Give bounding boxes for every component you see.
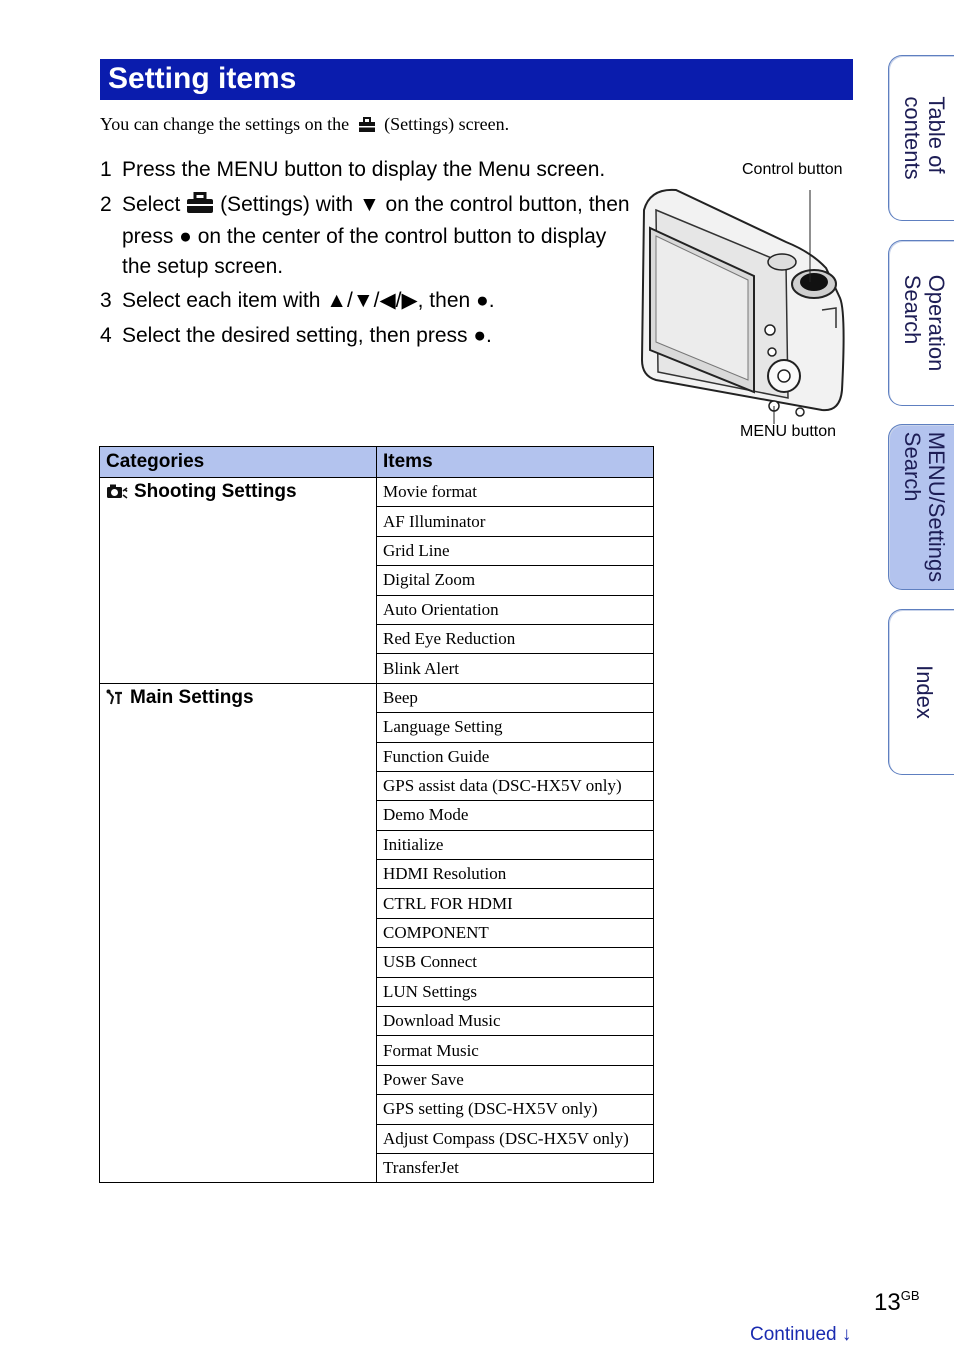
tab-label-line2: Search: [900, 274, 925, 345]
tab-label-line1: Table of: [924, 96, 949, 174]
step-number: 4: [100, 323, 112, 347]
tab-label: [912, 665, 936, 719]
tab-index[interactable]: [888, 609, 954, 775]
item-cell: USB Connect: [377, 948, 654, 977]
tab-label-line1: MENU/Settings: [924, 431, 949, 583]
item-cell: GPS assist data (DSC-HX5V only): [377, 771, 654, 800]
item-cell: Demo Mode: [377, 801, 654, 830]
item-cell: Power Save: [377, 1065, 654, 1094]
item-cell: CTRL FOR HDMI: [377, 889, 654, 918]
item-cell: Digital Zoom: [377, 566, 654, 595]
category-label: Shooting Settings: [134, 481, 297, 502]
header-items: Items: [377, 447, 654, 478]
tab-label: [900, 432, 948, 582]
item-cell: Function Guide: [377, 742, 654, 771]
table-row: [100, 478, 654, 507]
item-cell: Movie format: [377, 478, 654, 507]
step-text: Select each item with ▲/▼/◀/▶, then ●.: [122, 289, 495, 312]
item-cell: Auto Orientation: [377, 595, 654, 624]
item-cell: GPS setting (DSC-HX5V only): [377, 1095, 654, 1124]
item-cell: Format Music: [377, 1036, 654, 1065]
continued-link[interactable]: Continued ↓: [750, 1324, 852, 1345]
item-cell: Adjust Compass (DSC-HX5V only): [377, 1124, 654, 1153]
step-list: [100, 155, 630, 355]
toolbox-icon: [186, 192, 214, 223]
tab-label-line1: Operation: [924, 274, 949, 372]
step-3: [100, 286, 630, 316]
page-number-value: 13: [874, 1289, 901, 1316]
menu-button-label: MENU button: [740, 423, 837, 440]
item-cell: AF Illuminator: [377, 507, 654, 536]
page-title: Setting items: [100, 59, 853, 100]
step-number: 1: [100, 158, 112, 181]
tab-label: [900, 96, 948, 179]
category-main-settings: [100, 683, 377, 1183]
intro-before: You can change the settings on the: [100, 114, 350, 134]
step-text: Press the MENU button to display the Menu screen.: [122, 158, 606, 181]
table-header-row: [100, 447, 654, 478]
item-cell: HDMI Resolution: [377, 860, 654, 889]
item-cell: COMPONENT: [377, 918, 654, 947]
item-cell: Language Setting: [377, 713, 654, 742]
step-text-before: Select: [122, 192, 181, 216]
item-cell: Red Eye Reduction: [377, 624, 654, 653]
tab-label-line1: Index: [912, 665, 937, 719]
settings-table: [99, 446, 654, 1183]
step-4: [100, 321, 630, 351]
intro-text: [100, 114, 509, 138]
camera-settings-icon: [106, 483, 128, 505]
step-number: 2: [100, 192, 112, 216]
tab-table-of-contents[interactable]: [888, 55, 954, 221]
item-cell: Beep: [377, 683, 654, 712]
tab-label-line2: Search: [900, 431, 925, 502]
category-label: Main Settings: [130, 686, 254, 708]
category-shooting-settings: [100, 478, 377, 684]
item-cell: Blink Alert: [377, 654, 654, 683]
tools-icon: [106, 689, 124, 711]
intro-after: (Settings) screen.: [384, 114, 510, 134]
toolbox-icon: [358, 117, 376, 138]
tab-operation-search[interactable]: [888, 240, 954, 406]
item-cell: LUN Settings: [377, 977, 654, 1006]
item-cell: Download Music: [377, 1007, 654, 1036]
tab-menu-settings-search[interactable]: [888, 424, 954, 590]
camera-illustration: [636, 160, 856, 450]
step-2: [100, 190, 630, 282]
step-text: Select the desired setting, then press ●.: [122, 323, 492, 347]
control-button-label: Control button: [742, 161, 843, 178]
tab-label-line2: contents: [900, 96, 925, 180]
item-cell: TransferJet: [377, 1153, 654, 1182]
step-text: (Settings) with ▼ on the control button, then press ● on the center of the control button to display the setup screen.: [122, 192, 630, 278]
page-suffix: GB: [900, 1288, 920, 1303]
table-row: [100, 683, 654, 712]
camera-icon: [636, 180, 856, 450]
step-number: 3: [100, 289, 112, 312]
step-1: [100, 155, 630, 185]
header-categories: Categories: [100, 447, 377, 478]
tab-label: [900, 275, 948, 372]
page-number: [874, 1288, 920, 1317]
item-cell: Grid Line: [377, 536, 654, 565]
item-cell: Initialize: [377, 830, 654, 859]
